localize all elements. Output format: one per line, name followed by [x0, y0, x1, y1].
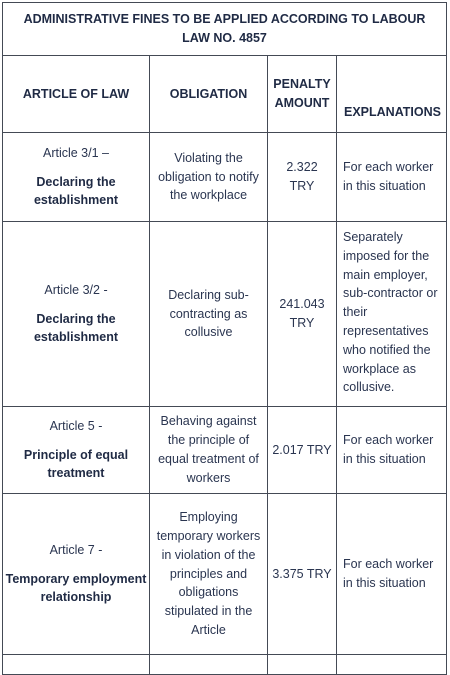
penalty-cell: 2.322 TRY [268, 133, 337, 222]
explanation-cell: For each worker in this situation [337, 407, 447, 494]
obligation-cell: Violating the obligation to notify the workplace [150, 133, 268, 222]
article-name: Declaring the establishment [33, 174, 119, 208]
header-penalty: PENALTY AMOUNT [268, 56, 337, 133]
table-row [3, 222, 447, 407]
header-row [3, 56, 447, 133]
article-cell [3, 407, 150, 494]
article-number: Article 7 - [49, 542, 103, 557]
explanation-cell: For each worker in this situation [337, 494, 447, 655]
empty-cell [3, 655, 150, 675]
explanation-cell: Separately imposed for the main employer, sub-contractor or their representatives who notified the workplace as collusive. [337, 222, 447, 407]
title-row [3, 3, 447, 56]
fines-table [2, 2, 447, 675]
table-row [3, 133, 447, 222]
empty-cell [150, 655, 268, 675]
article-cell [3, 494, 150, 655]
header-obligation: OBLIGATION [150, 56, 268, 133]
explanation-cell: For each worker in this situation [337, 133, 447, 222]
table-row-partial [3, 655, 447, 675]
header-article: ARTICLE OF LAW [3, 56, 150, 133]
article-number: Article 3/1 – [42, 145, 109, 160]
obligation-cell: Employing temporary workers in violation of the principles and obligations stipulated in the Article [150, 494, 268, 655]
penalty-cell: 241.043 TRY [268, 222, 337, 407]
penalty-cell: 3.375 TRY [268, 494, 337, 655]
empty-cell [268, 655, 337, 675]
article-cell [3, 133, 150, 222]
table-row [3, 407, 447, 494]
penalty-cell: 2.017 TRY [268, 407, 337, 494]
article-name: Temporary employment relationship [5, 571, 147, 605]
empty-cell [337, 655, 447, 675]
table-row [3, 494, 447, 655]
article-number: Article 3/2 - [44, 282, 108, 297]
obligation-cell: Declaring sub-contracting as collusive [150, 222, 268, 407]
header-explanations: EXPLANATIONS [337, 56, 447, 133]
article-cell [3, 222, 150, 407]
obligation-cell: Behaving against the principle of equal treatment of workers [150, 407, 268, 494]
article-number: Article 5 - [49, 418, 103, 433]
article-name: Principle of equal treatment [23, 447, 129, 481]
table-title: ADMINISTRATIVE FINES TO BE APPLIED ACCORDING TO LABOUR LAW NO. 4857 [3, 3, 447, 56]
article-name: Declaring the establishment [33, 311, 119, 345]
